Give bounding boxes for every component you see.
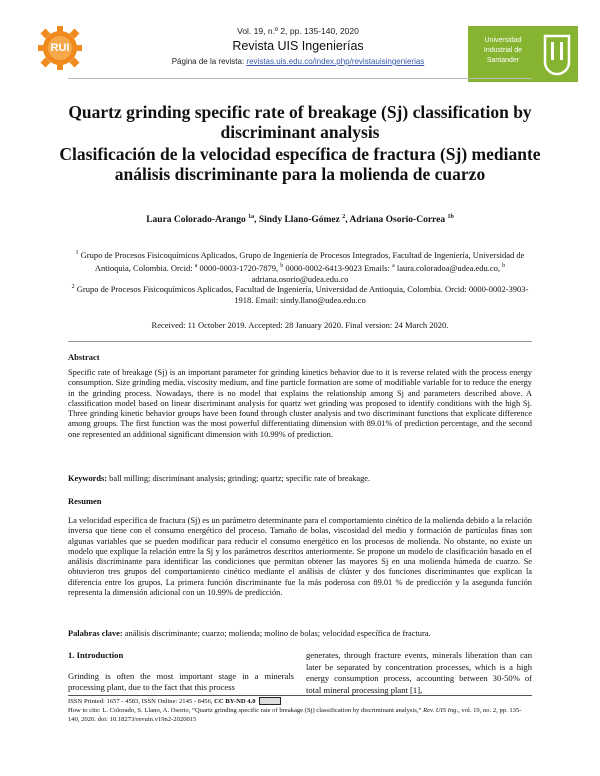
citation-line (68, 706, 532, 724)
intro-right-column (306, 650, 532, 696)
journal-info (148, 26, 448, 66)
email-a: laura.coloradoa@udea.edu.co, (394, 262, 503, 273)
rui-logo (36, 24, 84, 72)
keywords-label: Keywords: (68, 474, 108, 483)
affiliation-2-sup: 2 (71, 284, 75, 290)
author-1-sup: 1a (248, 214, 255, 220)
author-3: , Adriana Osorio-Correa (345, 215, 448, 226)
keywords-text: ball milling; discriminant analysis; grinding; quartz; specific rate of breakage. (107, 474, 371, 483)
journal-name: Revista UIS Ingenierías (232, 39, 364, 53)
email-b-sup: b (502, 262, 506, 269)
uis-logo (468, 26, 578, 82)
affiliation-1 (70, 248, 530, 285)
intro-left-column (68, 650, 294, 694)
email-b: adriana.osorio@udea.edu.co (251, 273, 349, 284)
affiliation-1-text: Grupo de Procesos Fisicoquímicos Aplicados, Grupo de Ingeniería de Procesos Integrados, Facultad de Ingeniería, Universidad de Antioquia, Colombia. Orcid: (78, 249, 525, 273)
volume-line: Vol. 19, n.º 2, pp. 135-140, 2020 (237, 26, 359, 36)
title-english: Quartz grinding specific rate of breakage (Sj) classification by discriminant analysis (68, 102, 532, 142)
page-label: Página de la revista: (171, 57, 247, 66)
orcid-b-sup: b (280, 262, 284, 269)
author-list (40, 214, 560, 225)
palabras-clave-text: análisis discriminante; cuarzo; molienda; molino de bolas; velocidad específica de fractura. (122, 629, 431, 638)
intro-right-text: generates, through fracture events, minerals liberation than can later be separated by concentration processes, which is a high energy consumption process, accounting between 30-50% of total mineral processing plant [1], (306, 650, 532, 695)
issn-text: ISSN Printed: 1657 - 4583, ISSN Online: 2145 - 8456, (68, 698, 215, 705)
received-dates: Received: 11 October 2019. Accepted: 28 January 2020. Final version: 24 March 2020. (151, 320, 449, 330)
resumen-heading: Resumen (68, 496, 102, 506)
journal-header (20, 18, 580, 90)
author-2-sup: 2 (342, 214, 346, 220)
orcid-a-sup: a (194, 262, 198, 269)
license-text: CC BY-ND 4.0 (214, 698, 256, 705)
header-divider (68, 78, 532, 79)
intro-left-text: Grinding is often the most important stage in a minerals processing plant, due to the fact that this process (68, 670, 294, 692)
footer-divider (68, 695, 532, 696)
abstract-text: Specific rate of breakage (Sj) is an important parameter for grinding kinetics behavior due to it is reverse related with the process energy consumption. Size grinding media, viscosity medium, and fine particle formation are some of modifiable variable for to reduce the energy in the grinding process. Nowadays, there is no model that explains the relationship among Sj and parameters described above. A classification model based on linear discriminant analysis for quartz wet grinding was proposed to identify conditions with the high Sj. Three grinding kinetic behavior groups have been found through cluster analysis and two discriminant functions that explicate difference among groups. The first function was the most powerful differentiating dimension with 89.01% of prediction percentage, and the second one represented an additional significant dimension with 10.99% of prediction. (68, 368, 532, 439)
abstract-heading: Abstract (68, 352, 100, 362)
affiliation-2-text: Grupo de Procesos Fisicoquímicos Aplicados, Facultad de Ingeniería, Universidad de Antioquia, Colombia. Orcid: 0000-0002-3903-1918. Email: sindy.llano@udea.edu.co (74, 283, 529, 305)
journal-url-link[interactable]: revistas.uis.edu.co/index.php/revistauisingenierias (246, 57, 425, 66)
title-spanish: Clasificación de la velocidad específica de fractura (Sj) mediante análisis discriminante para la molienda de cuarzo (59, 144, 541, 184)
issn-line (68, 697, 532, 706)
cite-suffix: ., vol. 19, no. 2, pp. 135-140, 2020. doi: 10.18273/revuin.v19n2-2020015 (68, 707, 522, 723)
author-3-sup: 1b (447, 214, 454, 220)
orcid-a: 0000-0003-1720-7879, (197, 262, 281, 273)
page-footer (68, 697, 532, 724)
author-2: , Sindy Llano-Gómez (254, 215, 343, 226)
cc-license-icon (259, 697, 281, 705)
resumen-text: La velocidad específica de fractura (Sj) es un parámetro determinante para el comportamiento cinético de la molienda debido a la relación inversa que tiene con el consumo energético del proceso. Tamaño de bolas, viscosidad del medio y formación de partículas finas son algunas variables que se pueden modificar para reducir el consumo energético en los procesos de molienda. No obstante, no existe un modelo que explique la relación entre la Sj y los parámetros descritos anteriormente. Se propone un modelo de clasificación basado en el análisis discriminante para identificar las condiciones que permitan obtener las mayores Sj en una molienda húmeda de cuarzo. Se obtuvieron tres grupos del comportamiento cinético mediante el análisis de clúster y dos funciones discriminantes que explican la diferencia entre los grupos. La primera función discriminante fue la más poderosa con 89.01 % de predicción y la asegunda función representa la dimensión adicional con un 10.99% de predicción. (68, 516, 532, 598)
palabras-clave-line (68, 629, 532, 638)
cite-prefix: How to cite: L. Colorado, S. Llano, A. Osorio, “Quartz grinding specific rate of breakage (Sj) classification by discriminant analysis,” (68, 707, 424, 714)
intro-heading: 1. Introduction (68, 650, 124, 660)
palabras-clave-label: Palabras clave: (68, 629, 123, 638)
uis-name: Universidad Industrial de Santander (483, 37, 523, 64)
affiliation-2 (70, 282, 530, 306)
section-divider (68, 341, 532, 342)
uis-mark-icon (542, 32, 572, 76)
journal-page-line (148, 57, 448, 66)
affiliation-1-sup: 1 (75, 250, 79, 256)
cite-journal: Rev. UIS Ing (423, 707, 457, 714)
author-1: Laura Colorado-Arango (146, 215, 249, 226)
orcid-b: 0000-0002-6413-9023 Emails: (283, 262, 393, 273)
keywords-line (68, 474, 532, 483)
rui-logo-text: RUI (50, 42, 70, 54)
email-a-sup: a (392, 262, 395, 269)
